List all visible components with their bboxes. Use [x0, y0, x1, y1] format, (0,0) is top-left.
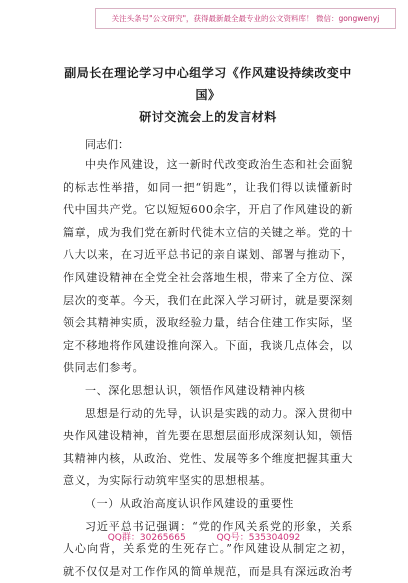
promo-banner: 关注头条号"公文研究"，获得最新最全最专业的公文资料库！ 微信：gongwenyj [95, 8, 396, 29]
paragraph-section-1: 思想是行动的先导，认识是实践的动力。深入贯彻中央作风建设精神，首先要在思想层面形成深刻认知，领悟其精神内核，从政治、党性、发展等多个维度把握其重大意义，为实际行动筑牢坚实的思想根基。 [63, 403, 353, 493]
footer-contact [0, 530, 408, 543]
footer-qq-group: QQ群：30265665 [108, 533, 186, 543]
document-body [63, 62, 353, 583]
salutation: 同志们： [63, 136, 353, 154]
paragraph-subsection-1: 习近平总书记强调：“党的作风关系党的形象，关系人心向背，关系党的生死存亡。”作风建设从制定之初，就不仅仅是对工作作风的简单规范，而是具有深远政治考 [63, 516, 353, 583]
footer-qq-number: QQ号：535304092 [217, 533, 301, 543]
section-heading-1: 一、深化思想认识，领悟作风建设精神内核 [63, 380, 353, 403]
subsection-heading-1: （一）从政治高度认识作风建设的重要性 [63, 493, 353, 516]
paragraph-intro: 中央作风建设，这一新时代改变政治生态和社会面貌的标志性举措，如同一把“钥匙”，让我们得以读懂新时代中国共产党。它以短短600余字，开启了作风建设的新篇章，成为我们党在新时代徙木立信的关键之举。党的十八大以来，在习近平总书记的亲自谋划、部署与推动下，作风建设精神在全党全社会落地生根，带来了全方位、深层次的变革。今天，我们在此深入学习研讨，就是要深刻领会其精神实质，汲取经验力量，结合住建工作实际，坚定不移地将作风建设推向深入。下面，我谈几点体会，以供同志们参考。 [63, 154, 353, 380]
doc-title-line2: 研讨交流会上的发言材料 [63, 106, 353, 128]
doc-title-line1: 副局长在理论学习中心组学习《作风建设持续改变中国》 [63, 62, 353, 106]
